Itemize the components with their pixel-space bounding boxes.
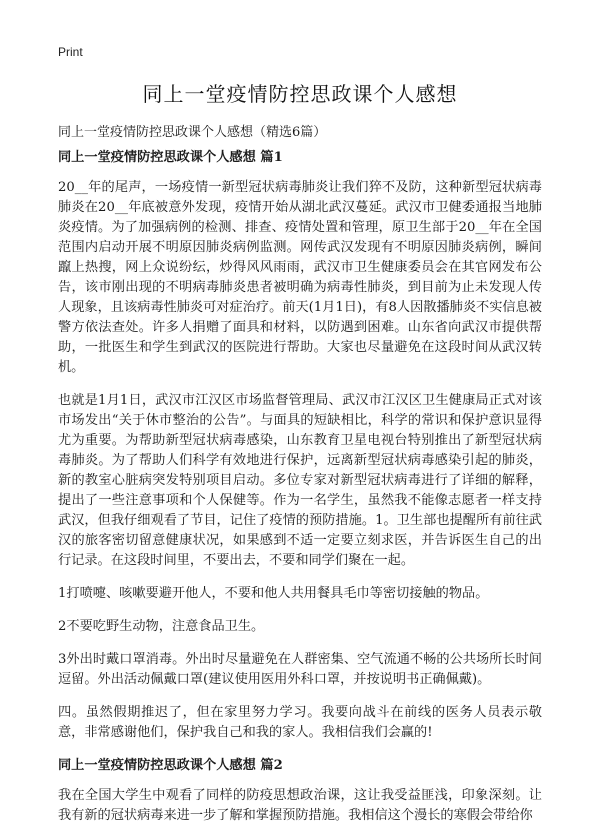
paragraph: 20__年的尾声，一场疫情一新型冠状病毒肺炎让我们猝不及防，这种新型冠状病毒肺炎在20__年底被意外发现，疫情开始从湖北武汉蔓延。武汉市卫健委通报当地肺炎疫情。为了加强病例的检测、排查、疫情处置和管理，原卫生部于20__年在全国范围内启动开展不明原因肺炎病例监测。网传武汉发现有不明原因肺炎病例，瞬间躥上热搜，网上众说纷纭，炒得风风雨雨，武汉市卫生健康委员会在其官网发布公告，该市刚出现的不明病毒肺炎患者被明确为病毒性肺炎，到目前为止未发现人传人现象，且该病毒性肺炎可对症治疗。前天(1月1日)，有8人因散播肺炎不实信息被警方依法查处。许多人捐赠了面具和材料，以防遇到困难。山东省向武汉市提供帮助，一批医生和学生到武汉的医院进行帮助。大家也尽量避免在这段时间从武汉转机。 bbox=[58, 180, 542, 375]
print-link[interactable]: Print bbox=[58, 45, 83, 59]
section-heading: 同上一堂疫情防控思政课个人感想 篇1 bbox=[58, 150, 283, 165]
paragraph: 四。虽然假期推迟了，但在家里努力学习。我要向战斗在前线的医务人员表示敬意，非常感谢他们，保护我自己和我的家人。我相信我们会赢的! bbox=[58, 705, 542, 740]
page-subtitle: 同上一堂疫情防控思政课个人感想（精选6篇） bbox=[58, 125, 327, 140]
paragraph: 3外出时戴口罩消毒。外出时尽量避免在人群密集、空气流通不畅的公共场所长时间逗留。外出活动佩戴口罩(建议使用医用外科口罩，并按说明书正确佩戴)。 bbox=[58, 652, 542, 687]
paragraph: 1打喷嚏、咳嗽要避开他人，不要和他人共用餐具毛巾等密切接触的物品。 bbox=[58, 586, 489, 601]
page-title: 同上一堂疫情防控思政课个人感想 bbox=[142, 82, 458, 106]
paragraph: 2不要吃野生动物，注意食品卫生。 bbox=[58, 619, 265, 634]
section-heading: 同上一堂疫情防控思政课个人感想 篇2 bbox=[58, 758, 283, 773]
paragraph: 我在全国大学生中观看了同样的防疫思想政治课，这让我受益匪浅，印象深刻。让我有新的冠状病毒来进一步了解和掌握预防措施。我相信这个漫长的寒假会带给你 bbox=[58, 788, 542, 823]
paragraph: 也就是1月1日，武汉市江汉区市场监督管理局、武汉市江汉区卫生健康局正式对该市场发出“关于休市整治的公告”。与面具的短缺相比，科学的常识和保护意识显得尤为重要。为帮助新型冠状病毒感染，山东教育卫星电视台特别推出了新型冠状病毒肺炎。为了帮助人们科学有效地进行保护，远离新型冠状病毒感染引起的肺炎，新的教室心脏病突发特别项目启动。多位专家对新型冠状病毒进行了详细的解释，提出了一些注意事项和个人保健等。作为一名学生，虽然我不能像志愿者一样支持武汉，但我仔细观看了节目，记住了疫情的预防措施。1。卫生部也提醒所有前往武汉的旅客密切留意健康状况，如果感到不适一定要立刻求医，并告诉医生自己的出行记录。在这段时间里，不要出去，不要和同学们聚在一起。 bbox=[58, 393, 542, 568]
article-body bbox=[58, 148, 542, 839]
